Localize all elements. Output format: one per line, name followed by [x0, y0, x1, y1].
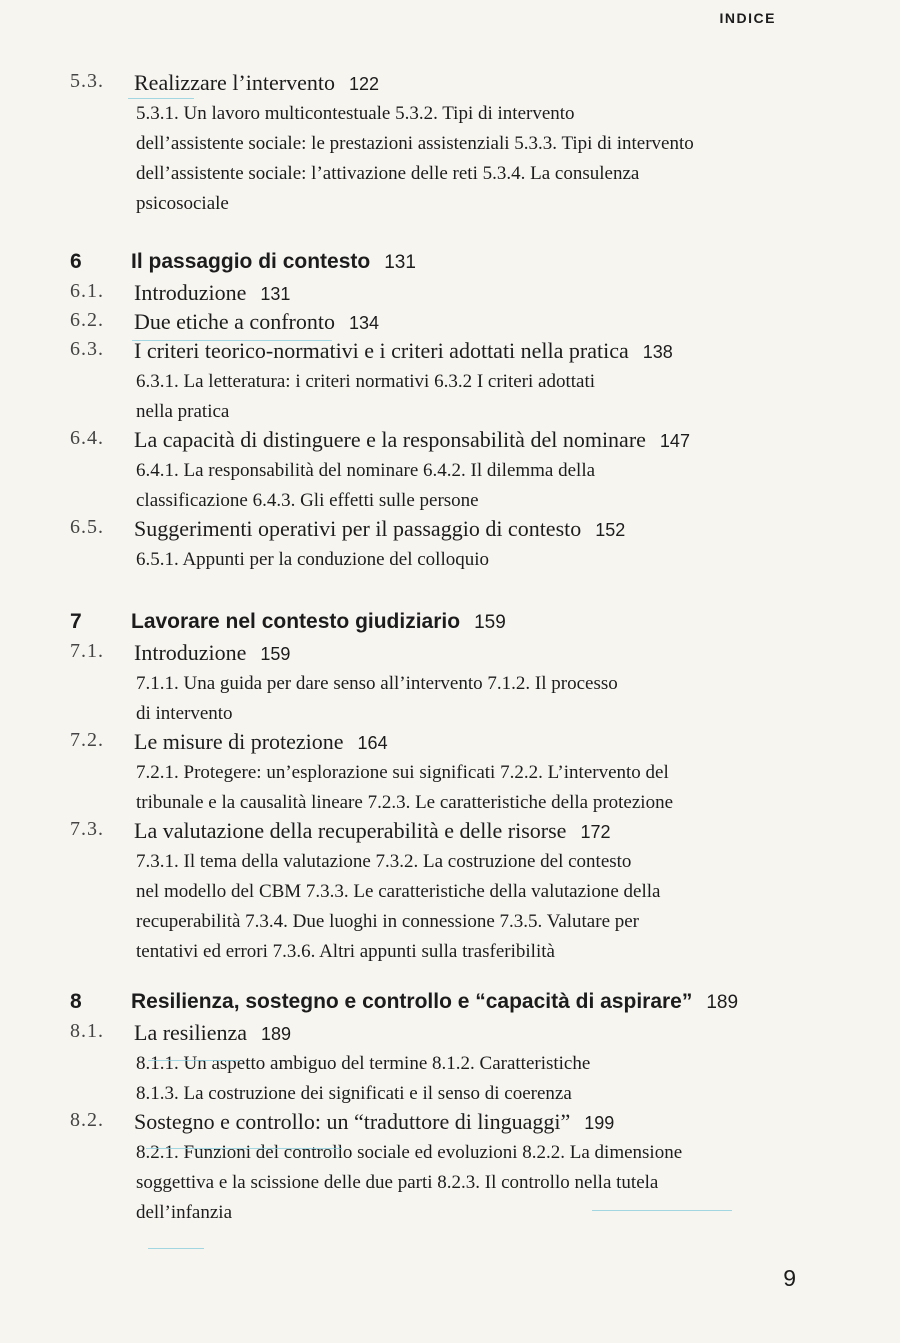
section-page: 199 [584, 1113, 615, 1133]
section-title [134, 1020, 291, 1046]
toc-section [0, 729, 900, 818]
section-page: 159 [260, 644, 291, 664]
section-heading [0, 70, 900, 99]
chapter-page: 131 [384, 252, 416, 273]
section-heading [0, 1109, 900, 1138]
toc-section [0, 280, 900, 309]
chapter-number: 6 [70, 250, 82, 273]
section-title-text: Introduzione [134, 640, 247, 665]
subsection-line: 7.3.1. Il tema della valutazione 7.3.2. La costruzione del contesto [136, 851, 632, 872]
section-number: 6.5. [70, 516, 104, 538]
chapter-title [131, 990, 738, 1014]
chapter-block [0, 610, 900, 967]
toc-section [0, 309, 900, 338]
toc-section [0, 1109, 900, 1228]
subsection-line: 7.2.1. Protegere: un’esplorazione sui significati 7.2.2. L’intervento del [136, 762, 669, 783]
section-number: 6.3. [70, 338, 104, 360]
running-head: INDICE [719, 10, 776, 26]
chapter-title-text: Resilienza, sostegno e controllo e “capacità di aspirare” [131, 990, 693, 1013]
section-title [134, 729, 388, 755]
subsection-line: 8.1.3. La costruzione dei significati e il senso di coerenza [136, 1083, 572, 1104]
subsection-line: recuperabilità 7.3.4. Due luoghi in connessione 7.3.5. Valutare per [136, 911, 640, 932]
subsection-list [136, 758, 786, 818]
subsection-list [136, 99, 786, 219]
section-heading [0, 309, 900, 338]
section-title-text: Le misure di protezione [134, 729, 344, 754]
section-page: 134 [348, 313, 380, 333]
section-title [134, 427, 690, 453]
section-title [134, 640, 290, 666]
section-title [134, 818, 611, 844]
section-heading [0, 640, 900, 669]
section-title-text: Introduzione [134, 280, 247, 305]
chapter-page: 189 [706, 992, 739, 1013]
pen-mark [128, 98, 194, 99]
subsection-line: 8.1.1. Un aspetto ambiguo del termine 8.1.2. Caratteristiche [136, 1053, 591, 1074]
section-page: 172 [580, 822, 611, 842]
chapter-title [131, 250, 416, 274]
section-title [134, 280, 290, 306]
subsection-list [136, 1049, 786, 1109]
section-title [134, 338, 673, 364]
section-heading [0, 818, 900, 847]
section-page: 152 [595, 520, 626, 540]
chapter-page: 159 [474, 612, 506, 633]
section-page: 189 [261, 1024, 292, 1044]
subsection-list [136, 545, 786, 575]
chapter-number: 8 [70, 990, 82, 1013]
subsection-line: 6.4.1. La responsabilità del nominare 6.4.2. Il dilemma della [136, 460, 596, 481]
section-title [134, 516, 625, 542]
chapter-block [0, 250, 900, 575]
toc-section [0, 427, 900, 516]
section-page: 147 [659, 431, 690, 451]
subsection-line: dell’assistente sociale: l’attivazione delle reti 5.3.4. La consulenza [136, 163, 640, 184]
toc-section [0, 516, 900, 575]
section-title-text: La capacità di distinguere e la responsabilità del nominare [134, 427, 646, 452]
toc-section [0, 640, 900, 729]
subsection-list [136, 367, 786, 427]
chapter-number: 7 [70, 610, 82, 633]
chapter-title-text: Lavorare nel contesto giudiziario [131, 610, 461, 633]
pen-mark [132, 340, 332, 341]
section-heading [0, 280, 900, 309]
section-number: 8.1. [70, 1020, 104, 1042]
pen-mark [592, 1210, 732, 1211]
subsection-list [136, 456, 786, 516]
page-number: 9 [783, 1265, 796, 1291]
subsection-line: psicosociale [136, 193, 229, 214]
subsection-list [136, 847, 786, 967]
pen-mark [148, 1060, 240, 1061]
toc-section [0, 1020, 900, 1109]
subsection-line: nel modello del CBM 7.3.3. Le caratteristiche della valutazione della [136, 881, 661, 902]
chapter-block [0, 990, 900, 1228]
subsection-line: di intervento [136, 703, 233, 724]
section-number: 7.1. [70, 640, 104, 662]
toc-section [0, 70, 900, 219]
subsection-line: tentativi ed errori 7.3.6. Altri appunti sulla trasferibilità [136, 941, 555, 962]
section-title [134, 309, 379, 335]
section-number: 8.2. [70, 1109, 104, 1131]
section-title [134, 1109, 614, 1135]
chapter-title-text: Il passaggio di contesto [131, 250, 371, 273]
section-page: 138 [642, 342, 673, 362]
subsection-line: 6.5.1. Appunti per la conduzione del colloquio [136, 549, 490, 570]
subsection-list [136, 669, 786, 729]
chapter-heading [0, 250, 900, 280]
section-heading [0, 729, 900, 758]
pen-mark [146, 1148, 342, 1149]
section-heading [0, 338, 900, 367]
section-heading [0, 516, 900, 545]
chapter-heading [0, 610, 900, 640]
section-title [134, 70, 379, 96]
section-title-text: Realizzare l’intervento [134, 70, 335, 95]
section-title-text: La valutazione della recuperabilità e delle risorse [134, 818, 567, 843]
subsection-line: 8.2.1. Funzioni del controllo sociale ed evoluzioni 8.2.2. La dimensione [136, 1142, 683, 1163]
subsection-line: 7.1.1. Una guida per dare senso all’intervento 7.1.2. Il processo [136, 673, 618, 694]
chapter-title [131, 610, 506, 634]
subsection-line: 6.3.1. La letteratura: i criteri normativi 6.3.2 I criteri adottati [136, 371, 595, 392]
section-block [0, 70, 900, 219]
section-title-text: Suggerimenti operativi per il passaggio di contesto [134, 516, 582, 541]
subsection-line: dell’infanzia [136, 1202, 233, 1223]
section-heading [0, 1020, 900, 1049]
section-title-text: I criteri teorico-normativi e i criteri adottati nella pratica [134, 338, 629, 363]
section-heading [0, 427, 900, 456]
subsection-line: dell’assistente sociale: le prestazioni assistenziali 5.3.3. Tipi di intervento [136, 133, 694, 154]
section-number: 6.1. [70, 280, 104, 302]
section-number: 6.2. [70, 309, 104, 331]
section-page: 122 [348, 74, 379, 94]
section-number: 7.3. [70, 818, 104, 840]
subsection-list [136, 1138, 786, 1228]
subsection-line: classificazione 6.4.3. Gli effetti sulle persone [136, 490, 479, 511]
subsection-line: soggettiva e la scissione delle due parti 8.2.3. Il controllo nella tutela [136, 1172, 659, 1193]
subsection-line: tribunale e la causalità lineare 7.2.3. Le caratteristiche della protezione [136, 792, 674, 813]
section-page: 164 [357, 733, 388, 753]
pen-mark [148, 1248, 204, 1249]
section-title-text: La resilienza [134, 1020, 247, 1045]
section-title-text: Due etiche a confronto [134, 309, 335, 334]
section-number: 6.4. [70, 427, 104, 449]
toc-section [0, 338, 900, 427]
section-page: 131 [260, 284, 291, 304]
subsection-line: nella pratica [136, 401, 230, 422]
subsection-line: 5.3.1. Un lavoro multicontestuale 5.3.2. Tipi di intervento [136, 103, 575, 124]
section-title-text: Sostegno e controllo: un “traduttore di linguaggi” [134, 1109, 571, 1134]
section-number: 5.3. [70, 70, 104, 92]
chapter-heading [0, 990, 900, 1020]
toc-section [0, 818, 900, 967]
section-number: 7.2. [70, 729, 104, 751]
